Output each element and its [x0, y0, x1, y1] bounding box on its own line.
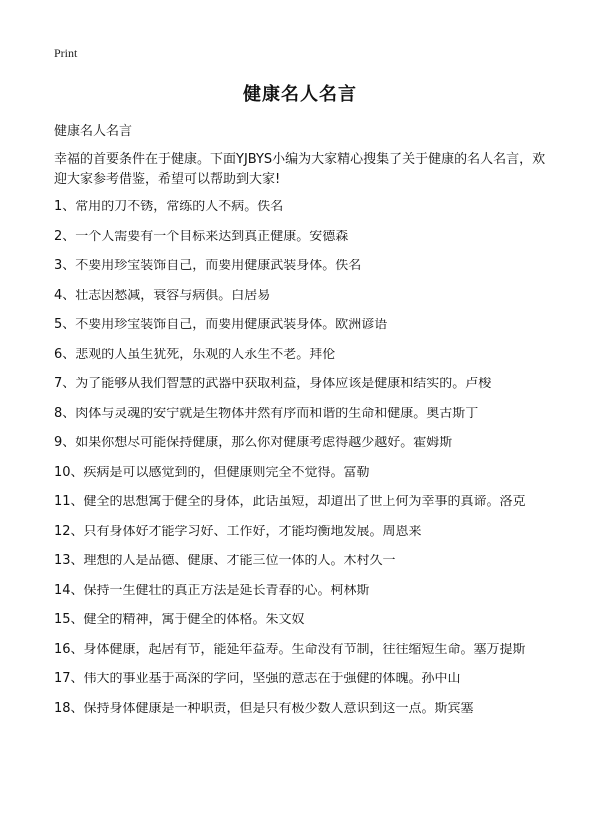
quote-item: 9、如果你想尽可能保持健康，那么你对健康考虑得越少越好。霍姆斯	[54, 436, 453, 450]
quote-item: 13、理想的人是品德、健康、才能三位一体的人。木村久一	[54, 554, 396, 568]
quote-list	[54, 200, 554, 731]
quote-item: 10、疾病是可以感觉到的，但健康则完全不觉得。富勒	[54, 465, 370, 480]
quote-item: 15、健全的精神，寓于健全的体格。朱文奴	[54, 613, 305, 627]
quote-item: 18、保持身体健康是一种职责，但是只有极少数人意识到这一点。斯宾塞	[54, 701, 474, 716]
quote-item: 12、只有身体好才能学习好、工作好，才能均衡地发展。周恩来	[54, 524, 422, 539]
quote-item: 7、为了能够从我们智慧的武器中获取利益，身体应该是健康和结实的。卢梭	[54, 377, 492, 391]
quote-item: 14、保持一生健壮的真正方法是延长青春的心。柯林斯	[54, 583, 370, 598]
quote-item: 6、悲观的人虽生犹死，乐观的人永生不老。拜伦	[54, 347, 336, 362]
quote-item: 4、壮志因愁减，衰容与病俱。白居易	[54, 288, 271, 303]
document-subtitle: 健康名人名言	[54, 124, 133, 139]
quote-item: 8、肉体与灵魂的安宁就是生物体井然有序而和谐的生命和健康。奥古斯丁	[54, 406, 479, 421]
print-link[interactable]: Print	[54, 46, 78, 60]
intro-paragraph: 幸福的首要条件在于健康。下面YJBYS小编为大家精心搜集了关于健康的名人名言，欢迎大家参考借鉴，希望可以帮助到大家!	[54, 152, 546, 187]
quote-item: 2、一个人需要有一个目标来达到真正健康。安德森	[54, 229, 349, 244]
document-title: 健康名人名言	[243, 84, 357, 105]
quote-item: 1、常用的刀不锈，常练的人不病。佚名	[54, 200, 284, 214]
quote-item: 11、健全的思想寓于健全的身体，此话虽短，却道出了世上何为幸事的真谛。洛克	[54, 495, 526, 509]
quote-item: 17、伟大的事业基于高深的学问，坚强的意志在于强健的体魄。孙中山	[54, 672, 461, 686]
quote-item: 5、不要用珍宝装饰自己，而要用健康武装身体。欧洲谚语	[54, 318, 388, 332]
quote-item: 3、不要用珍宝装饰自己，而要用健康武装身体。佚名	[54, 259, 362, 273]
quote-item: 16、身体健康，起居有节，能延年益寿。生命没有节制，往往缩短生命。塞万提斯	[54, 642, 526, 657]
